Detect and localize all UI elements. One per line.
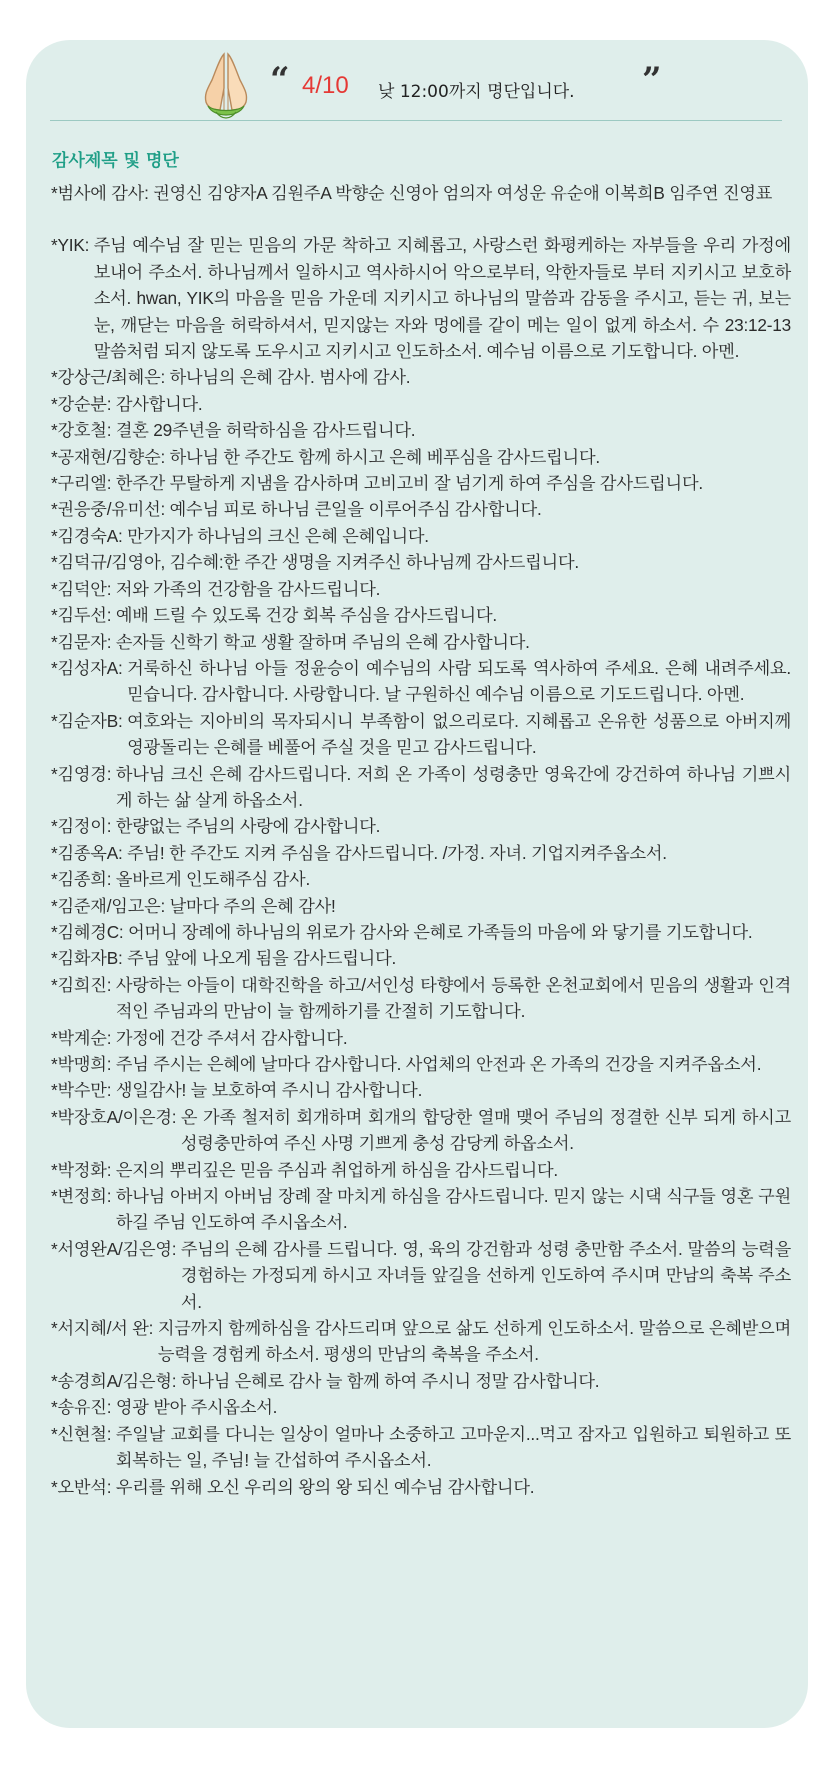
entry-text: 김수혜:한 주간 생명을 지켜주신 하나님께 감사드립니다. — [169, 552, 579, 573]
list-item — [51, 972, 791, 1025]
entry-text: 하나님 크신 은혜 감사드립니다. 저희 온 가족이 성령충만 영육간에 강건하여 하나님 기쁘시게 하는 삶 살게 하옵소서. — [115, 763, 791, 810]
list-item — [51, 496, 791, 522]
entry-text: 한량없는 주님의 사랑에 감사합니다. — [115, 816, 381, 837]
entry-name: *서영완A/김은영: — [51, 1238, 181, 1259]
list-item — [51, 180, 791, 206]
list-item — [51, 1025, 791, 1051]
list-item — [51, 761, 791, 814]
entry-text: 은지의 뿌리깊은 믿음 주심과 취업하게 하심을 감사드립니다. — [115, 1159, 558, 1180]
entry-name: *범사에 감사: — [51, 183, 154, 203]
list-item — [51, 391, 791, 417]
entry-name: *김경숙A: — [51, 525, 128, 546]
entry-text: 만가지가 하나님의 크신 은혜 은혜입니다. — [127, 525, 429, 546]
list-item — [51, 549, 791, 575]
open-quote-mark: “ — [270, 60, 290, 100]
header-divider — [50, 120, 782, 121]
entry-name: *강순분: — [51, 393, 116, 414]
entry-name: *서지혜/서 완: — [51, 1318, 158, 1339]
entry-name: *김종옥A: — [51, 842, 128, 863]
list-item — [51, 523, 791, 549]
list-item — [51, 655, 791, 708]
entry-name: *박장호A/이은경: — [51, 1106, 181, 1127]
entry-name: *김희진: — [51, 974, 116, 995]
entry-name: *박수만: — [51, 1080, 116, 1101]
list-item — [51, 1236, 791, 1315]
entry-name: *김문자: — [51, 631, 116, 652]
thanksgiving-list — [51, 180, 791, 1500]
entry-text: 저와 가족의 건강함을 감사드립니다. — [115, 578, 381, 599]
list-item — [51, 364, 791, 390]
entry-text: 가정에 건강 주셔서 감사합니다. — [115, 1027, 348, 1048]
entry-name: *김종희: — [51, 869, 116, 890]
entry-text: 영광 받아 주시옵소서. — [115, 1397, 278, 1418]
entry-name: *김덕안: — [51, 578, 116, 599]
list-item — [51, 945, 791, 971]
entry-name: *공재현/김향순: — [51, 446, 170, 467]
entry-text: 우리를 위해 오신 우리의 왕의 왕 되신 예수님 감사합니다. — [115, 1476, 535, 1497]
entry-text: 감사합니다. — [115, 393, 203, 414]
entry-text: 주님! 한 주간도 지켜 주심을 감사드립니다. /가정. 자녀. 기업지켜주옵소서. — [127, 842, 667, 863]
entry-text: 예배 드릴 수 있도록 건강 회복 주심을 감사드립니다. — [115, 605, 497, 626]
entry-name: *강상근/최혜은: — [51, 367, 170, 388]
list-item — [51, 1104, 791, 1157]
entry-text: 주님 예수님 잘 믿는 믿음의 가문 착하고 지혜롭고, 사랑스런 화평케하는 자부들을 우리 가정에 보내어 주소서. 하나님께서 일하시고 역사하시어 악으로부터, 악한자들로 부터 지키시고 보호하소서. hwan, YIK의 마음을 믿음 가운데 지키시고 하나님의 말씀과 감동을 주시고, 듣는 귀, 보는 눈, 깨닫는 마음을 허락하셔서, 믿지않는 자와 멍에를 같이 메는 일이 없게 하소서. 수 23:12-13 말씀처럼 되지 않도록 도우시고 지키시고 인도하소서. 예수님 이름으로 기도합니다. 아멘. — [93, 235, 791, 362]
list-item — [51, 919, 791, 945]
entry-text: 생일감사! 늘 보호하여 주시니 감사합니다. — [115, 1080, 423, 1101]
entry-text: 온 가족 철저히 회개하며 회개의 합당한 열매 맺어 주님의 정결한 신부 되게 하시고 성령충만하여 주신 사명 기쁘게 충성 감당케 하옵소서. — [180, 1106, 791, 1154]
entry-name: *김준재/임고은: — [51, 895, 170, 916]
list-item — [51, 576, 791, 602]
list-item — [51, 444, 791, 470]
list-item — [51, 232, 791, 364]
entry-name: *박정화: — [51, 1159, 116, 1180]
entry-text: 예수님 피로 하나님 큰일을 이루어주심 감사합니다. — [169, 499, 542, 520]
entry-name: *박맹희: — [51, 1054, 116, 1074]
deadline-text: 낮 12:00까지 명단입니다. — [378, 82, 575, 102]
entry-text: 권영신 김양자A 김원주A 박향순 신영아 엄의자 여성운 유순애 이복희B 임주연 진영표 — [153, 183, 773, 203]
list-item — [51, 840, 791, 866]
entry-text: 결혼 29주년을 허락하심을 감사드립니다. — [115, 420, 416, 441]
list-item — [51, 893, 791, 919]
entry-name: *권응중/유미선: — [51, 499, 170, 520]
entry-name: *김순자B: — [51, 710, 128, 731]
entry-text: 여호와는 지아비의 목자되시니 부족함이 없으리로다. 지혜롭고 온유한 성품으로 아버지께 영광돌리는 은혜를 베풀어 주실 것을 믿고 감사드립니다. — [127, 710, 791, 758]
entry-name: *오반석: — [51, 1476, 116, 1497]
entry-text: 하나님 아버지 아버님 장례 잘 마치게 하심을 감사드립니다. 믿지 않는 시댁 식구들 영혼 구원하길 주님 인도하여 주시옵소서. — [115, 1186, 791, 1233]
entry-name: *강호철: — [51, 420, 116, 441]
entry-name: *김화자B: — [51, 948, 128, 969]
deadline-date: 4/10 — [302, 72, 349, 99]
prayer-card — [26, 40, 808, 1728]
entry-text: 거룩하신 하나님 아들 정윤승이 예수님의 사람 되도록 역사하여 주세요. 은혜 내려주세요. 믿습니다. 감사합니다. 사랑합니다. 날 구원하신 예수님 이름으로 기도드립니다. 아멘. — [127, 657, 791, 705]
entry-text: 날마다 주의 은혜 감사! — [169, 895, 336, 916]
list-item — [51, 1051, 791, 1077]
list-item — [51, 1368, 791, 1394]
entry-name: *YIK: — [51, 235, 94, 256]
list-item — [51, 1157, 791, 1183]
list-item — [51, 1077, 791, 1103]
entry-text: 지금까지 함께하심을 감사드리며 앞으로 삶도 선하게 인도하소서. 말씀으로 은혜받으며 능력을 경험케 하소서. 평생의 만남의 축복을 주소서. — [157, 1318, 791, 1365]
list-item — [51, 866, 791, 892]
list-item — [51, 629, 791, 655]
section-title: 감사제목 및 명단 — [52, 151, 179, 171]
entry-name: *김성자A: — [51, 657, 128, 678]
entry-text: 주님 앞에 나오게 됨을 감사드립니다. — [127, 948, 397, 969]
list-item — [51, 1474, 791, 1500]
entry-name: *김덕규/김영아, — [51, 552, 170, 573]
entry-text: 올바르게 인도해주심 감사. — [115, 869, 311, 890]
list-item — [51, 417, 791, 443]
entry-text: 하나님의 은혜 감사. 범사에 감사. — [169, 367, 411, 388]
card-header — [26, 40, 808, 122]
list-item — [51, 1315, 791, 1368]
praying-hands-icon — [194, 48, 258, 122]
entry-name: *김혜경C: — [51, 921, 129, 942]
entry-name: *송유진: — [51, 1397, 116, 1418]
entry-name: *김정이: — [51, 816, 116, 837]
entry-name: *송경희A/김은형: — [51, 1370, 181, 1391]
entry-text: 손자들 신학기 학교 생활 잘하며 주님의 은혜 감사합니다. — [115, 631, 530, 652]
entry-text: 어머니 장례에 하나님의 위로가 감사와 은혜로 가족들의 마음에 와 닿기를 기도합니다. — [128, 921, 753, 942]
entry-text: 한주간 무탈하게 지냄을 감사하며 고비고비 잘 넘기게 하여 주심을 감사드립니다. — [115, 473, 703, 494]
entry-text: 주일날 교회를 다니는 일상이 얼마나 소중하고 고마운지...먹고 잠자고 입원하고 퇴원하고 또 회복하는 일, 주님! 늘 간섭하여 주시옵소서. — [115, 1423, 791, 1471]
list-item — [51, 708, 791, 761]
list-item — [51, 602, 791, 628]
entry-text: 하나님 한 주간도 함께 하시고 은혜 베푸심을 감사드립니다. — [169, 446, 600, 467]
list-item — [51, 813, 791, 839]
entry-text: 주님 주시는 은혜에 날마다 감사합니다. 사업체의 안전과 온 가족의 건강을 지켜주옵소서. — [115, 1054, 762, 1074]
entry-name: *신현철: — [51, 1423, 116, 1444]
entry-text: 사랑하는 아들이 대학진학을 하고/서인성 타향에서 등록한 온천교회에서 믿음의 생활과 인격적인 주님과의 만남이 늘 함께하기를 간절히 기도합니다. — [115, 974, 791, 1022]
entry-name: *구리엘: — [51, 473, 116, 494]
entry-text: 주님의 은혜 감사를 드립니다. 영, 육의 강건함과 성령 충만함 주소서. 말씀의 능력을 경험하는 가정되게 하시고 자녀들 앞길을 선하게 인도하여 주시며 만남의 축복 주소서. — [180, 1238, 791, 1312]
list-item — [51, 1394, 791, 1420]
list-item — [51, 1183, 791, 1236]
close-quote-mark: ” — [642, 60, 662, 100]
entry-name: *변정희: — [51, 1186, 116, 1207]
entry-name: *박계순: — [51, 1027, 116, 1048]
entry-name: *김영경: — [51, 763, 116, 784]
entry-name: *김두선: — [51, 605, 116, 626]
entry-text: 하나님 은혜로 감사 늘 함께 하여 주시니 정말 감사합니다. — [180, 1370, 600, 1391]
list-item — [51, 470, 791, 496]
list-item — [51, 1421, 791, 1474]
